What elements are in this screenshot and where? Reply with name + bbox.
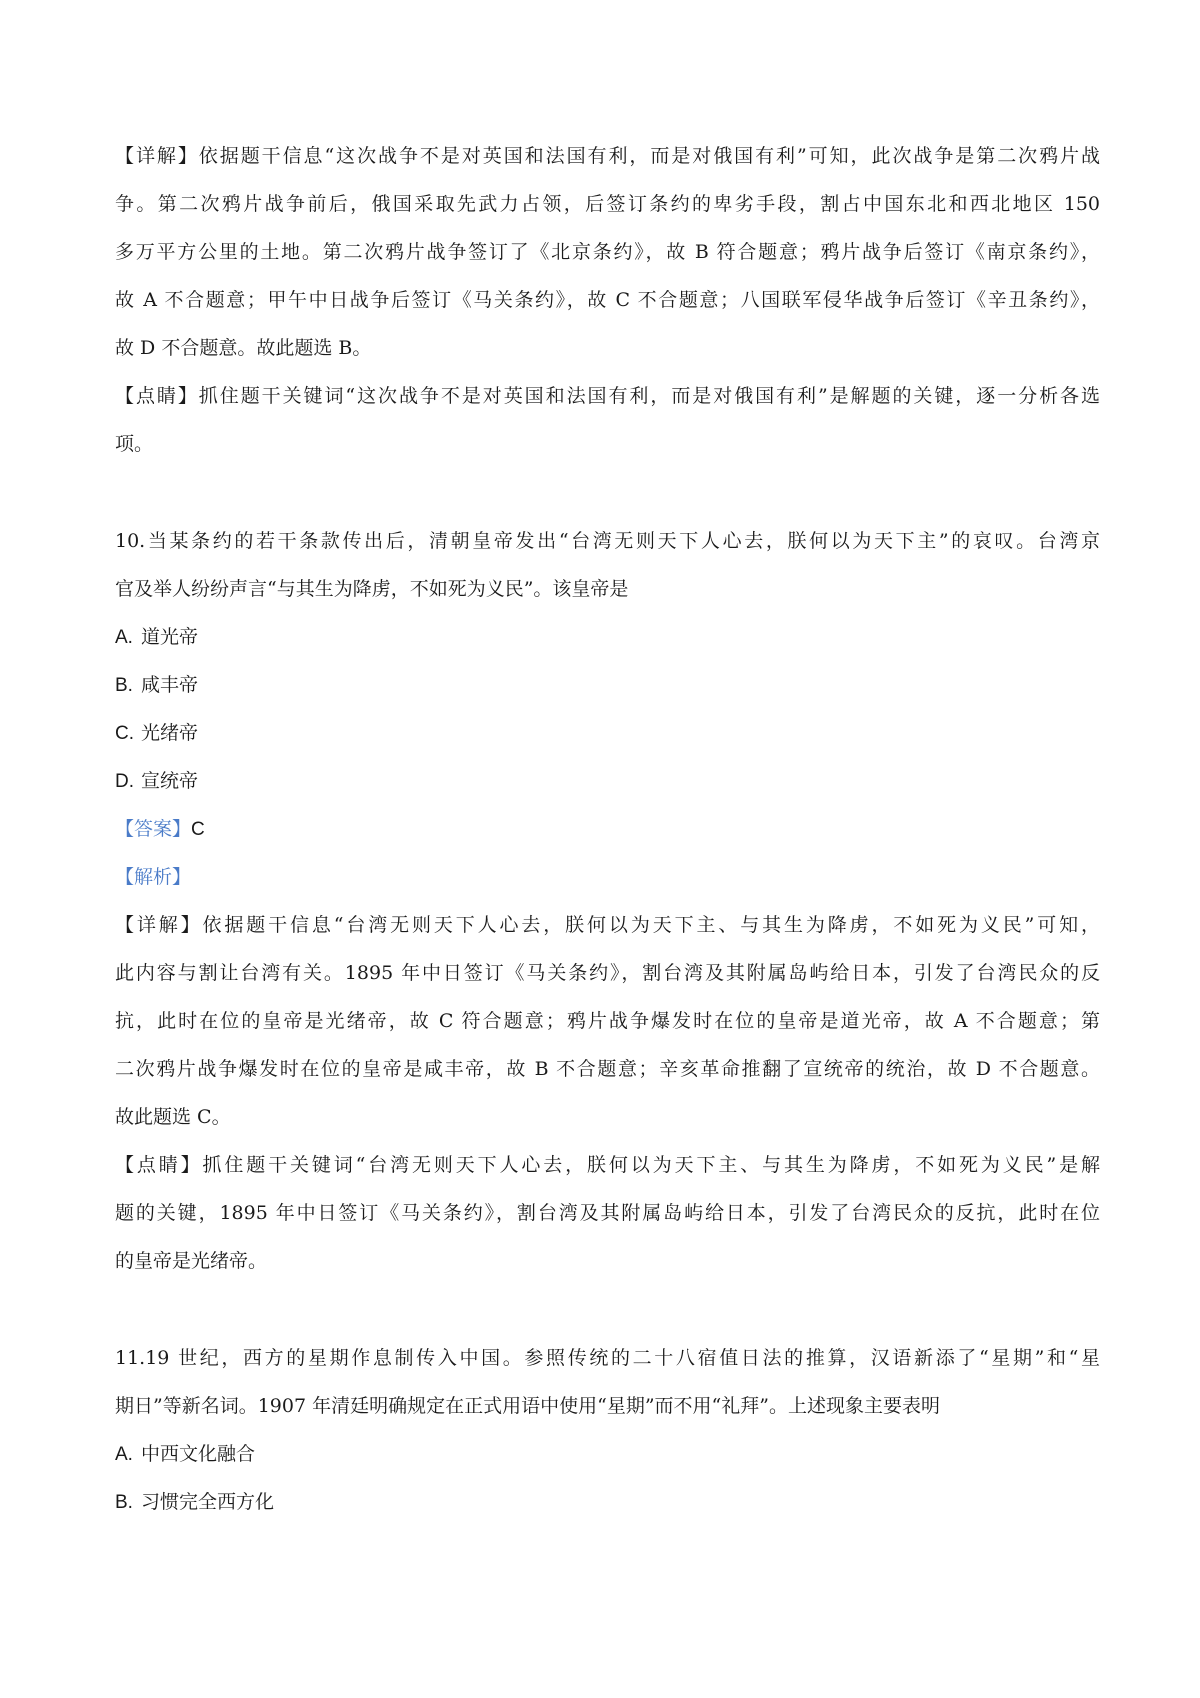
option-text: 咸丰帝 xyxy=(141,674,199,696)
q10-answer xyxy=(115,816,1100,843)
option-letter: D. xyxy=(115,771,134,792)
q10-stem-line-2: 官及举人纷纷声言“与其生为降虏，不如死为义民”。该皇帝是 xyxy=(115,578,629,600)
option-letter: C. xyxy=(115,723,134,744)
q10-option-d xyxy=(115,768,1100,795)
q10-detail-line-2: 此内容与割让台湾有关。1895 年中日签订《马关条约》，割台湾及其附属岛屿给日本，引发了台湾民众的反 xyxy=(115,962,1100,984)
q10-tip-line-3: 的皇帝是光绪帝。 xyxy=(115,1250,268,1272)
q10-tip-line-1: 【点睛】抓住题干关键词“台湾无则天下人心去，朕何以为天下主、与其生为降虏，不如死为义民”是解 xyxy=(115,1154,1100,1176)
answer-value: C xyxy=(191,819,205,840)
prev-tip-line-1: 【点睛】抓住题干关键词“这次战争不是对英国和法国有利，而是对俄国有利”是解题的关键，逐一分析各选 xyxy=(115,385,1100,407)
q10-detail-line-4: 二次鸦片战争爆发时在位的皇帝是咸丰帝，故 B 不合题意；辛亥革命推翻了宣统帝的统治，故 D 不合题意。 xyxy=(115,1058,1100,1080)
q10-detail-line-5: 故此题选 C。 xyxy=(115,1106,231,1128)
option-text: 宣统帝 xyxy=(141,770,199,792)
option-letter: B. xyxy=(115,675,133,696)
option-text: 习惯完全西方化 xyxy=(141,1491,275,1513)
prev-detail-line-5: 故 D 不合题意。故此题选 B。 xyxy=(115,337,372,359)
q10-option-a xyxy=(115,624,1100,651)
option-text: 中西文化融合 xyxy=(141,1443,256,1465)
q10-detail-line-1: 【详解】依据题干信息“台湾无则天下人心去，朕何以为天下主、与其生为降虏，不如死为义民”可知， xyxy=(115,914,1100,936)
q10-tip-line-2: 题的关键，1895 年中日签订《马关条约》，割台湾及其附属岛屿给日本，引发了台湾民众的反抗，此时在位 xyxy=(115,1202,1100,1224)
prev-detail-line-4: 故 A 不合题意；甲午中日战争后签订《马关条约》，故 C 不合题意；八国联军侵华战争后签订《辛丑条约》， xyxy=(115,289,1100,311)
q10-detail-line-3: 抗，此时在位的皇帝是光绪帝，故 C 符合题意；鸦片战争爆发时在位的皇帝是道光帝，故 A 不合题意；第 xyxy=(115,1010,1100,1032)
q10-analysis-label: 【解析】 xyxy=(115,866,192,888)
q11-option-b xyxy=(115,1489,1100,1516)
q10-option-b xyxy=(115,672,1100,699)
q11-stem-line-1: 11.19 世纪，西方的星期作息制传入中国。参照传统的二十八宿值日法的推算，汉语新添了“星期”和“星 xyxy=(115,1347,1100,1369)
option-letter: B. xyxy=(115,1492,133,1513)
option-letter: A. xyxy=(115,627,133,648)
prev-detail-line-2: 争。第二次鸦片战争前后，俄国采取先武力占领，后签订条约的卑劣手段，割占中国东北和西北地区 150 xyxy=(115,193,1100,215)
prev-detail-line-1: 【详解】依据题干信息“这次战争不是对英国和法国有利，而是对俄国有利”可知，此次战争是第二次鸦片战 xyxy=(115,145,1100,167)
prev-tip-line-2: 项。 xyxy=(115,433,154,455)
prev-detail-line-3: 多万平方公里的土地。第二次鸦片战争签订了《北京条约》，故 B 符合题意；鸦片战争后签订《南京条约》， xyxy=(115,241,1100,263)
option-text: 道光帝 xyxy=(141,626,199,648)
q10-option-c xyxy=(115,720,1100,747)
option-text: 光绪帝 xyxy=(141,722,199,744)
option-letter: A. xyxy=(115,1444,133,1465)
q10-stem-line-1: 10.当某条约的若干条款传出后，清朝皇帝发出“台湾无则天下人心去，朕何以为天下主”的哀叹。台湾京 xyxy=(115,530,1100,552)
q11-option-a xyxy=(115,1441,1100,1468)
q11-stem-line-2: 期日”等新名词。1907 年清廷明确规定在正式用语中使用“星期”而不用“礼拜”。上述现象主要表明 xyxy=(115,1395,940,1417)
answer-label: 【答案】 xyxy=(115,818,192,840)
